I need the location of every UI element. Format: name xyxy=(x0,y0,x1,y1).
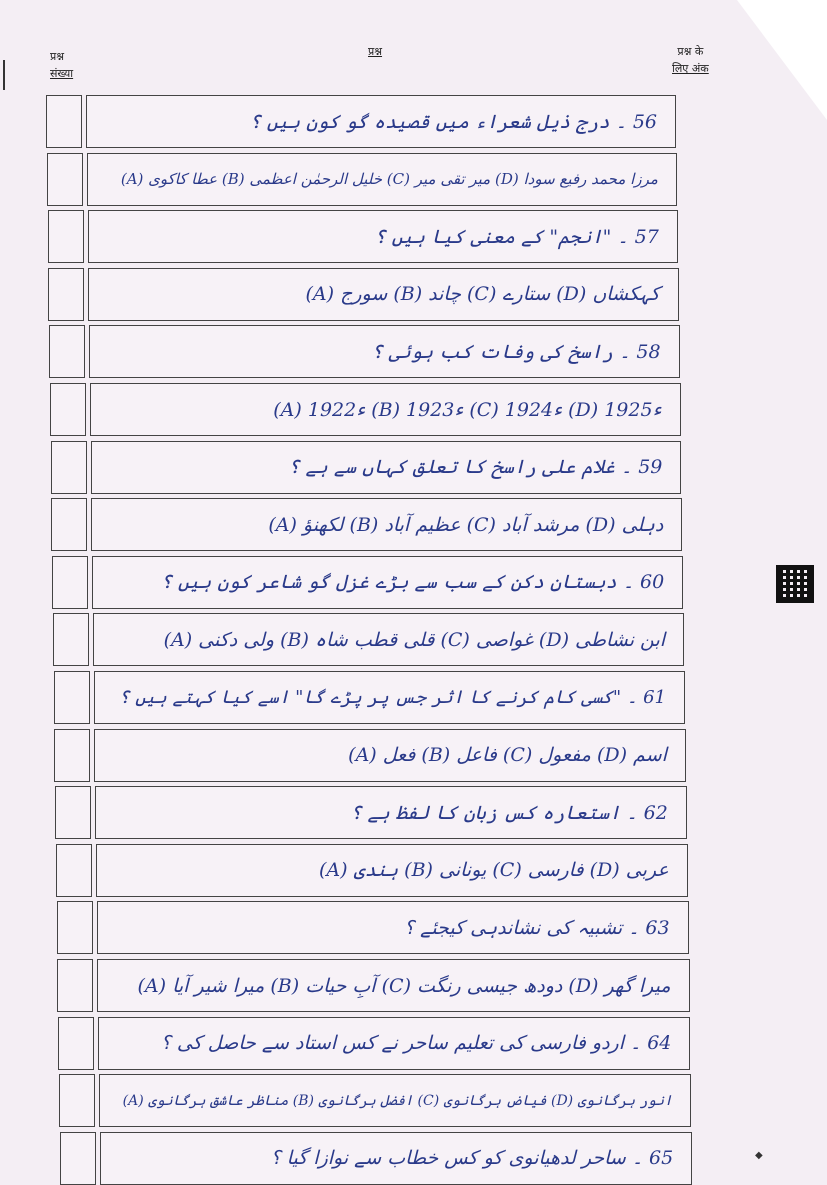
question-cell xyxy=(91,498,682,551)
question-cell xyxy=(89,325,680,378)
question-cell xyxy=(92,556,683,609)
number-cell xyxy=(54,671,90,724)
table-row xyxy=(59,1074,692,1127)
table-row xyxy=(58,1017,690,1070)
header-question-number xyxy=(50,48,73,82)
number-cell xyxy=(60,1132,96,1185)
header-right-line1: प्रश्न के xyxy=(677,45,704,58)
table-row xyxy=(50,383,681,436)
question-cell xyxy=(94,729,686,782)
number-cell xyxy=(49,325,85,378)
question-cell xyxy=(96,844,688,897)
number-cell xyxy=(46,95,82,148)
question-text: 63 ۔ تشبیہ کی نشاندہی کیجئے ؟ xyxy=(404,916,670,939)
question-text: (A) ولی دکنی (B) قلی قطب شاہ (C) غواصی (D) ابن نشاطی xyxy=(163,628,666,651)
question-cell xyxy=(97,901,689,954)
question-cell xyxy=(87,153,677,206)
question-cell xyxy=(98,1017,690,1070)
number-cell xyxy=(57,959,93,1012)
number-cell xyxy=(51,441,87,494)
table-row xyxy=(49,325,680,378)
question-cell xyxy=(90,383,681,436)
question-text: (A) فعل (B) فاعل (C) مفعول (D) اسم xyxy=(348,744,667,767)
question-cell xyxy=(93,613,684,666)
question-text: (A) مناظر عاشق ہرگانوی (B) افضل ہرگانوی (C) فیاض ہرگانوی (D) انور ہرگانوی xyxy=(122,1092,673,1109)
margin-mark xyxy=(3,60,5,90)
number-cell xyxy=(58,1017,94,1070)
header-marks xyxy=(672,43,709,77)
qr-code xyxy=(776,565,814,603)
question-cell xyxy=(97,959,689,1012)
table-row xyxy=(57,901,689,954)
number-cell xyxy=(48,268,84,321)
number-cell xyxy=(55,786,91,839)
number-cell xyxy=(57,901,93,954)
question-text: (A) میرا شیر آیا (B) آبِ حیات (C) دودھ جیسی رنگت (D) میرا گھر xyxy=(137,974,671,997)
table-row xyxy=(56,844,688,897)
page-mark: ◆ xyxy=(755,1150,763,1161)
question-text: 56 ۔ درج ذیل شعراء میں قصیدہ گو کون ہیں ؟ xyxy=(249,110,657,133)
number-cell xyxy=(53,613,89,666)
question-text: 58 ۔ راسخ کی وفات کب ہوئی ؟ xyxy=(371,340,661,363)
question-text: 60 ۔ دبستانِ دکن کے سب سے بڑے غزل گو شاعر کون ہیں ؟ xyxy=(160,571,665,594)
question-cell xyxy=(100,1132,693,1185)
table-row xyxy=(51,441,682,494)
table-row xyxy=(52,556,683,609)
number-cell xyxy=(54,729,90,782)
header-question xyxy=(368,43,382,60)
header-left-line2: संख्या xyxy=(50,67,74,80)
question-text: 57 ۔ "انجم" کے معنی کیا ہیں ؟ xyxy=(374,225,659,248)
question-text: (A) لکھنؤ (B) عظیم آباد (C) مرشد آباد (D) دہلی xyxy=(268,513,664,536)
table-row xyxy=(57,959,689,1012)
question-cell xyxy=(99,1074,692,1127)
table-row xyxy=(51,498,682,551)
table-row xyxy=(53,613,684,666)
question-text: 59 ۔ غلام علی راسخ کا تعلق کہاں سے ہے ؟ xyxy=(288,456,663,479)
question-text: 61 ۔ "کسی کام کرنے کا اثر جس پر پڑے گا" اسے کیا کہتے ہیں ؟ xyxy=(118,687,666,708)
question-text: (A) عطا کاکوی (B) خلیل الرحمٰن اعظمی (C) میر تقی میر (D) مرزا محمد رفیع سودا xyxy=(120,170,658,189)
table-row xyxy=(54,671,686,724)
question-cell xyxy=(88,268,678,321)
number-cell xyxy=(59,1074,95,1127)
number-cell xyxy=(56,844,92,897)
question-text: (A) سورج (B) چاند (C) ستارے (D) کہکشاں xyxy=(305,283,660,306)
question-cell xyxy=(91,441,682,494)
table-row xyxy=(48,268,678,321)
table-row xyxy=(46,95,676,148)
table-row xyxy=(48,210,678,263)
table-row xyxy=(47,153,677,206)
header-right-line2: लिए अंक xyxy=(672,62,709,75)
number-cell xyxy=(52,556,88,609)
header-center: प्रश्न xyxy=(368,45,383,58)
question-cell xyxy=(95,786,687,839)
question-text: (A) ہندی (B) یونانی (C) فارسی (D) عربی xyxy=(319,859,669,882)
question-cell xyxy=(88,210,678,263)
question-text: 64 ۔ اردو فارسی کی تعلیم ساحر نے کس استاد سے حاصل کی ؟ xyxy=(160,1032,672,1055)
number-cell xyxy=(48,210,84,263)
question-cell xyxy=(94,671,686,724)
page-corner xyxy=(737,0,827,120)
table-row xyxy=(55,786,687,839)
number-cell xyxy=(51,498,87,551)
table-row xyxy=(54,729,686,782)
header-left-line1: प्रश्न xyxy=(50,50,65,63)
number-cell xyxy=(50,383,86,436)
question-cell xyxy=(86,95,676,148)
question-text: (A) 1922ء (B) 1923ء (C) 1924ء (D) 1925ء xyxy=(273,398,662,421)
table-row xyxy=(60,1132,693,1185)
number-cell xyxy=(47,153,83,206)
question-text: 65 ۔ ساحر لدھیانوی کو کس خطاب سے نوازا گیا ؟ xyxy=(270,1147,674,1170)
question-text: 62 ۔ استعارہ کس زبان کا لفظ ہے ؟ xyxy=(350,801,668,824)
